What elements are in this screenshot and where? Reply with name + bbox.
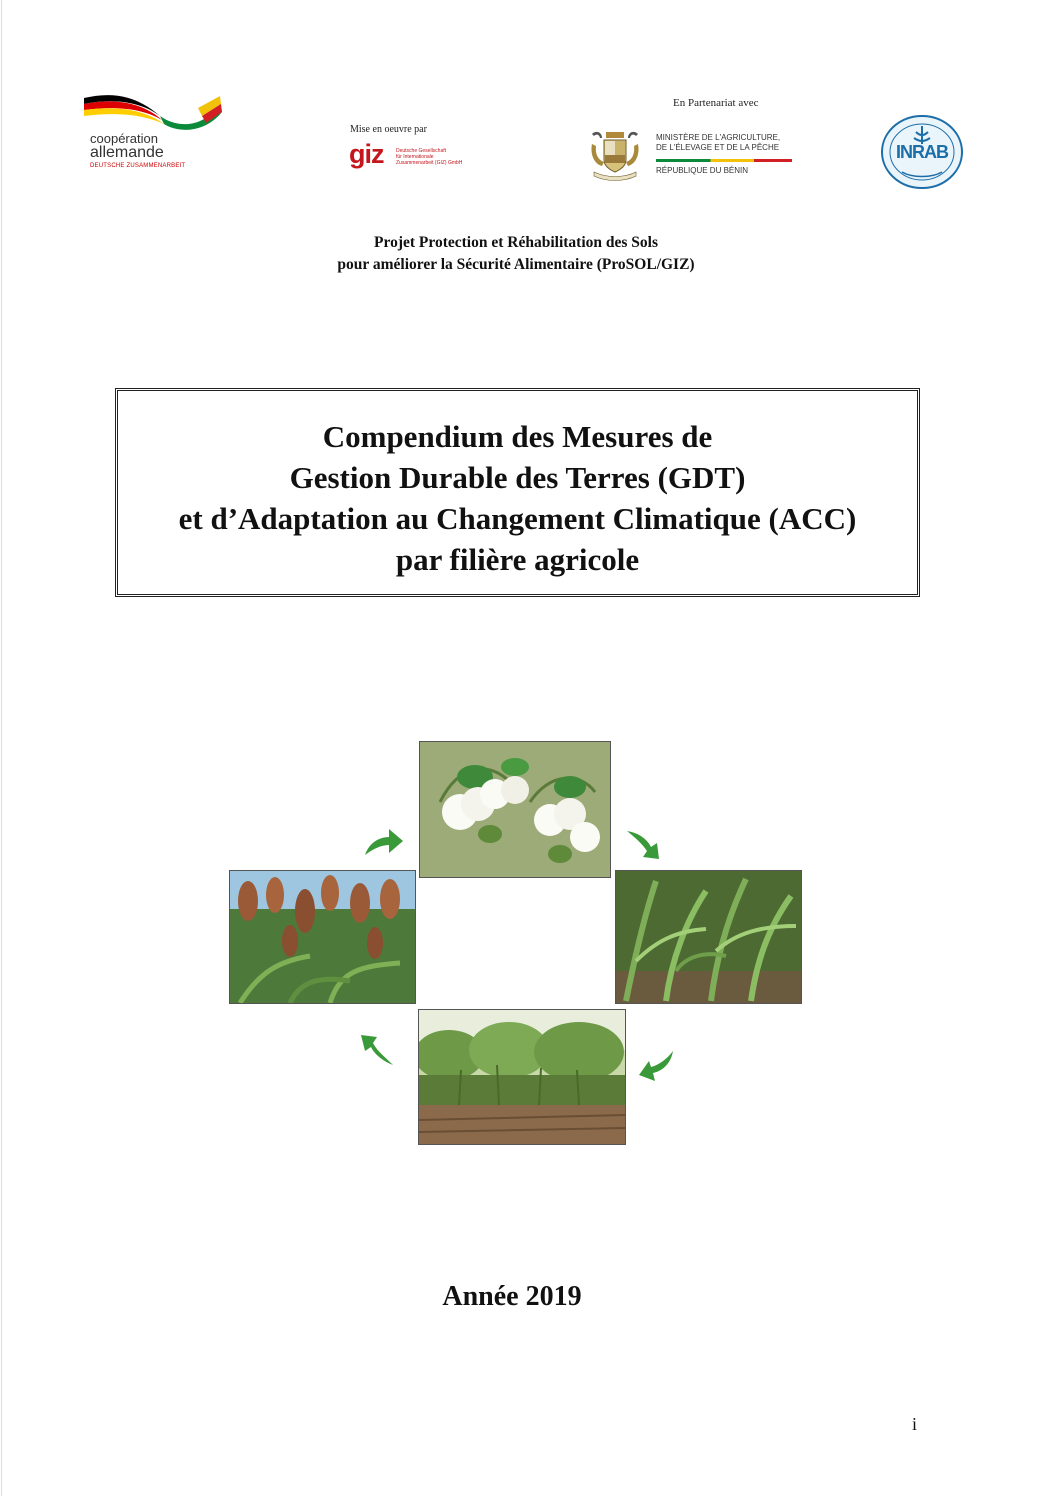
title-line2: Gestion Durable des Terres (GDT) — [289, 460, 746, 495]
inrab-logo — [880, 114, 964, 190]
cotton-photo — [419, 741, 611, 878]
giz-text-line: für Internationale — [396, 154, 434, 160]
agroforestry-photo — [418, 1009, 626, 1145]
arrow-up-right-icon — [361, 825, 405, 859]
ministry-name — [656, 133, 780, 153]
sorghum-photo — [229, 870, 416, 1004]
giz-intro-text: Mise en oeuvre par — [350, 124, 427, 135]
coat-of-arms-icon — [586, 128, 644, 183]
maize-photo — [615, 870, 802, 1004]
giz-logo — [348, 124, 488, 179]
inrab-wordmark: INRAB — [896, 142, 948, 162]
crop-cycle-figure — [225, 735, 805, 1155]
benin-flag-bar — [656, 159, 792, 162]
giz-wordmark: giz — [349, 139, 384, 169]
page-number: i — [912, 1414, 918, 1434]
project-line2: pour améliorer la Sécurité Alimentaire (ProSOL/GIZ) — [337, 256, 695, 273]
giz-fullname — [396, 148, 486, 166]
giz-text-line: Zusammenarbeit (GIZ) GmbH — [396, 160, 463, 166]
cooperation-allemande-logo — [80, 90, 230, 175]
cooperation-line3: DEUTSCHE ZUSAMMENARBEIT — [90, 163, 186, 169]
publication-year: Année 2019 — [442, 1281, 582, 1312]
title-line4: par filière agricole — [395, 542, 640, 577]
ministry-country: RÉPUBLIQUE DU BÉNIN — [656, 166, 749, 175]
title-line1: Compendium des Mesures de — [322, 419, 713, 454]
document-title — [118, 416, 917, 580]
partner-label: En Partenariat avec — [673, 97, 759, 109]
arrow-down-right-icon — [625, 827, 665, 861]
cooperation-line1: coopération — [90, 131, 158, 146]
ministry-logo — [586, 128, 801, 183]
project-heading — [0, 232, 1032, 276]
flag-swoosh-icon — [80, 90, 225, 135]
arrow-down-left-icon — [635, 1049, 675, 1085]
title-line3: et d’Adaptation au Changement Climatique (ACC) — [178, 501, 857, 536]
ministry-line2: DE L'ÉLEVAGE ET DE LA PÊCHE — [656, 143, 780, 152]
ministry-line1: MINISTÈRE DE L'AGRICULTURE, — [656, 133, 781, 142]
cooperation-line2: allemande — [90, 144, 164, 161]
giz-text-line: Deutsche Gesellschaft — [396, 148, 447, 154]
title-box — [115, 388, 920, 597]
arrow-up-left-icon — [357, 1033, 395, 1067]
project-line1: Projet Protection et Réhabilitation des Sols — [374, 234, 658, 251]
